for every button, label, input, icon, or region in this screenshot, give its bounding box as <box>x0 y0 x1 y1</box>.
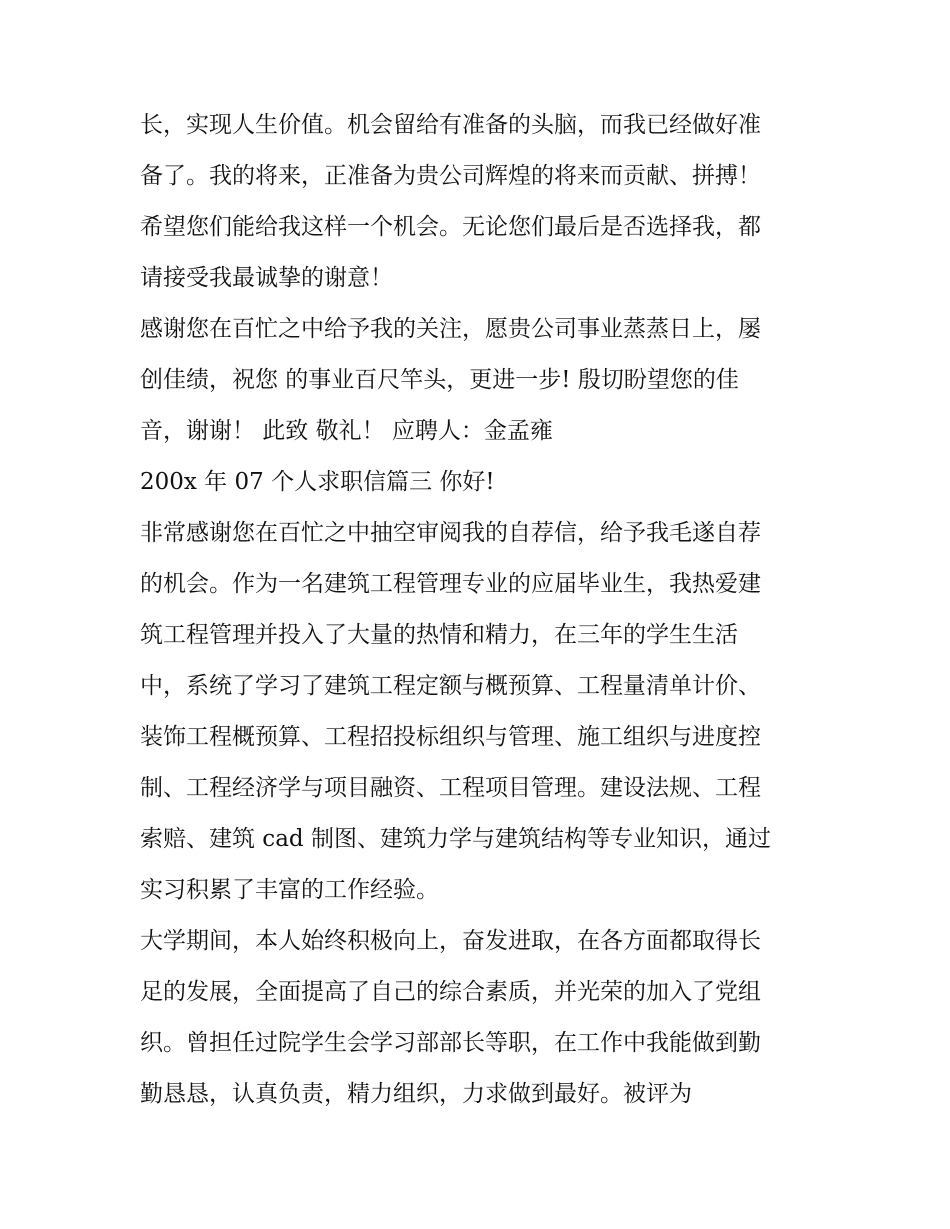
text-line: 非常感谢您在百忙之中抽空审阅我的自荐信，给予我毛遂自荐 <box>140 520 761 546</box>
text-line: 音，谢谢！ 此致 敬礼！ 应聘人：金孟雍 <box>140 418 553 444</box>
text-line: 中，系统了学习了建筑工程定额与概预算、工程量清单计价、 <box>140 673 761 699</box>
text-line: 织。曾担任过院学生会学习部部长等职，在工作中我能做到勤 <box>140 1030 761 1056</box>
text-line: 的机会。作为一名建筑工程管理专业的应届毕业生，我热爱建 <box>140 571 761 597</box>
text-line: 实习积累了丰富的工作经验。 <box>140 877 439 903</box>
text-line: 索赔、建筑 cad 制图、建筑力学与建筑结构等专业知识，通过 <box>140 826 771 852</box>
text-line: 大学期间，本人始终积极向上，奋发进取，在各方面都取得长 <box>140 928 761 954</box>
section-heading-line: 200x 年 07 个人求职信篇三 你好! <box>140 469 495 495</box>
document-body <box>140 100 820 1120</box>
text-line: 创佳绩，祝您 的事业百尺竿头，更进一步! 殷切盼望您的佳 <box>140 367 739 393</box>
text-line: 备了。我的将来，正准备为贵公司辉煌的将来而贡献、拼搏！ <box>140 163 761 189</box>
text-line: 长，实现人生价值。机会留给有准备的头脑，而我已经做好准 <box>140 112 761 138</box>
text-line: 制、工程经济学与项目融资、工程项目管理。建设法规、工程 <box>140 775 761 801</box>
text-line: 筑工程管理并投入了大量的热情和精力，在三年的学生生活 <box>140 622 738 648</box>
text-line: 足的发展，全面提高了自己的综合素质，并光荣的加入了党组 <box>140 979 761 1005</box>
text-line: 感谢您在百忙之中给予我的关注，愿贵公司事业蒸蒸日上，屡 <box>140 316 761 342</box>
text-line: 请接受我最诚挚的谢意！ <box>140 265 393 291</box>
text-line: 勤恳恳，认真负责，精力组织，力求做到最好。被评为 <box>140 1081 692 1107</box>
text-line: 装饰工程概预算、工程招投标组织与管理、施工组织与进度控 <box>140 724 761 750</box>
text-line: 希望您们能给我这样一个机会。无论您们最后是否选择我，都 <box>140 214 761 240</box>
